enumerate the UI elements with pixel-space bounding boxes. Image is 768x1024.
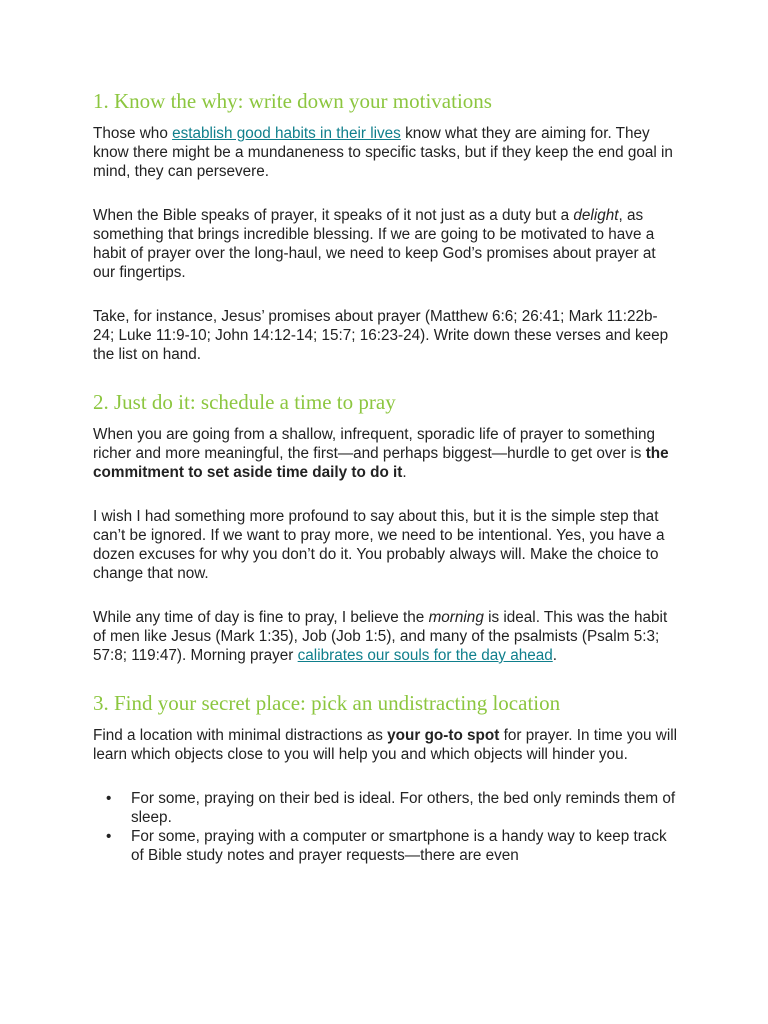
section-3-paragraph-1 [93, 726, 678, 764]
text-run: is ideal. This was the habit of men like Jesus (Mark 1:35), Job (Job 1:5), and many of the psalmists (Psalm 5:3; 57:8; 119:47). Morning prayer [93, 609, 668, 664]
list-item [93, 789, 678, 827]
section-heading-3: 3. Find your secret place: pick an undistracting location [93, 691, 561, 715]
section-heading-2: 2. Just do it: schedule a time to pray [93, 390, 396, 414]
text-run: When the Bible speaks of prayer, it speaks of it not just as a duty but a [93, 207, 574, 224]
calibrates-souls-link[interactable]: calibrates our souls for the day ahead [297, 647, 553, 664]
list-item-text: For some, praying with a computer or smartphone is a handy way to keep track of Bible study notes and prayer requests—there are even [131, 828, 667, 864]
text-run: Find a location with minimal distractions as [93, 727, 388, 744]
section-2-paragraph-3 [93, 608, 678, 665]
text-run: for prayer. In time you will learn which objects close to you will help you and which objects will hinder you. [93, 727, 678, 763]
bullet-list [93, 789, 678, 865]
strong-go-to-spot: your go-to spot [387, 727, 500, 744]
section-heading-1: 1. Know the why: write down your motivations [93, 89, 492, 113]
bullet-icon: • [106, 828, 112, 845]
section-1-paragraph-2 [93, 206, 678, 282]
text-run: When you are going from a shallow, infrequent, sporadic life of prayer to something richer and more meaningful, the first—and perhaps biggest—hurdle to get over is [93, 426, 656, 462]
text-run: Those who [93, 125, 173, 142]
text-run: . [552, 647, 557, 664]
list-item-text: For some, praying on their bed is ideal. For others, the bed only reminds them of sleep. [131, 790, 676, 826]
text-run: , as something that brings incredible blessing. If we are going to be motivated to have a habit of prayer over the long-haul, we need to keep God’s promises about prayer at our fingertips. [93, 207, 656, 281]
establish-habits-link[interactable]: establish good habits in their lives [172, 125, 401, 142]
emphasis-morning: morning [428, 609, 484, 626]
text-run: . [402, 464, 407, 481]
strong-commitment: the commitment to set aside time daily to do it [93, 445, 669, 481]
text-run: know what they are aiming for. They know there might be a mundaneness to specific tasks, but if they keep the end goal in mind, they can persevere. [93, 125, 673, 180]
section-2-paragraph-2: I wish I had something more profound to say about this, but it is the simple step that can’t be ignored. If we want to pray more, we need to be intentional. Yes, you have a dozen excuses for why you don’t do it. You probably always will. Make the choice to change that now. [93, 508, 665, 582]
list-item [93, 827, 678, 865]
bullet-icon: • [106, 790, 112, 807]
section-1-paragraph-3: Take, for instance, Jesus’ promises about prayer (Matthew 6:6; 26:41; Mark 11:22b-24; Luke 11:9-10; John 14:12-14; 15:7; 16:23-24). Write down these verses and keep the list on hand. [93, 308, 669, 363]
article-body [93, 88, 678, 865]
section-1-paragraph-1 [93, 124, 678, 181]
text-run: While any time of day is fine to pray, I believe the [93, 609, 429, 626]
emphasis-delight: delight [573, 207, 619, 224]
section-2-paragraph-1 [93, 425, 678, 482]
